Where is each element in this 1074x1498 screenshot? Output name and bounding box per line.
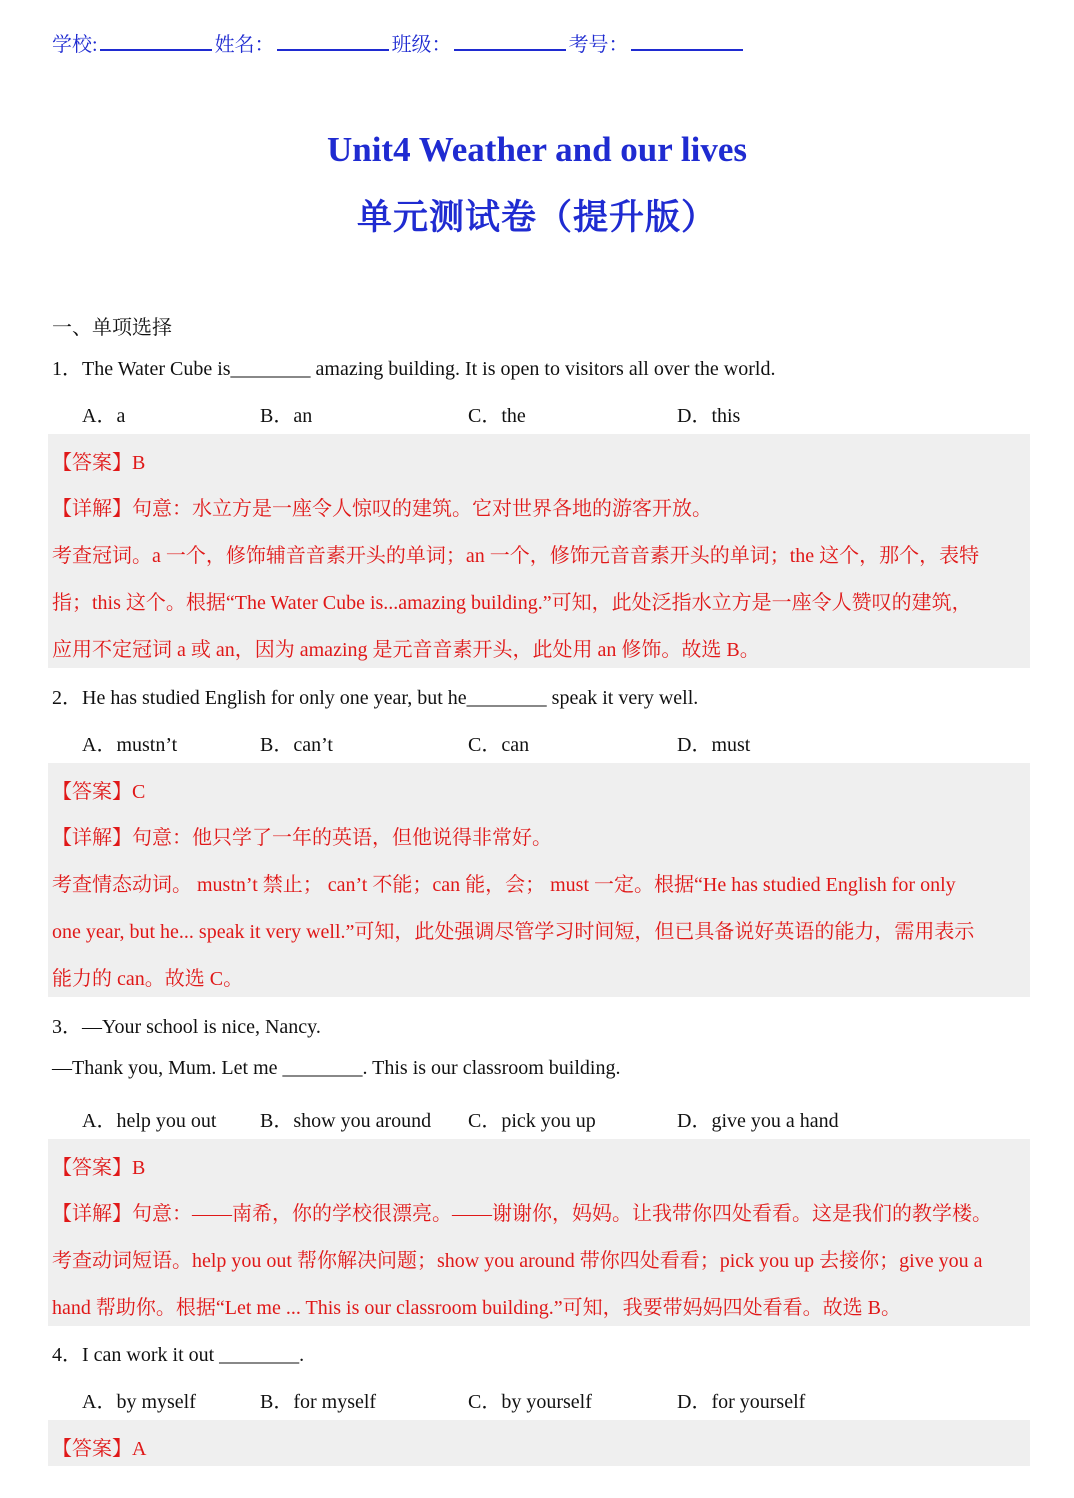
answer-key: 【答案】B (52, 1157, 146, 1179)
question-4-answer-box (48, 1420, 1030, 1466)
question-2-stem: 2．He has studied English for only one year, but he________ speak it very well. (52, 687, 699, 709)
option-a: A．mustn’t (82, 734, 178, 756)
option-d: D．give you a hand (677, 1110, 839, 1132)
question-2-answer-box (48, 763, 1030, 997)
school-label: 学校: (52, 34, 98, 56)
explanation-line: 指；this 这个。根据“The Water Cube is...amazing building.”可知，此处泛指水立方是一座令人赞叹的建筑， (52, 592, 972, 614)
exam-no-blank (631, 31, 743, 51)
option-d: D．must (677, 734, 751, 756)
name-label: 姓名： (214, 34, 275, 56)
option-b: B．can’t (260, 734, 333, 756)
section-title: 一、单项选择 (52, 315, 172, 339)
explanation-line: 能力的 can。故选 C。 (52, 968, 244, 990)
explanation-line: 应用不定冠词 a 或 an，因为 amazing 是元音音素开头，此处用 an 修饰。故选 B。 (52, 639, 760, 661)
answer-key: 【答案】B (52, 452, 146, 474)
question-1-stem: 1．The Water Cube is________ amazing building. It is open to visitors all over the world. (52, 358, 776, 380)
question-3-answer-box (48, 1139, 1030, 1326)
explanation-line: 【详解】句意：他只学了一年的英语，但他说得非常好。 (52, 827, 552, 849)
explanation-line: one year, but he... speak it very well.”可知，此处强调尽管学习时间短，但已具备说好英语的能力，需用表示 (52, 921, 975, 943)
option-b: B．for myself (260, 1391, 377, 1413)
answer-key: 【答案】A (52, 1438, 147, 1460)
name-blank (277, 31, 389, 51)
option-c: C．by yourself (468, 1391, 592, 1413)
title-english: Unit4 Weather and our lives (326, 130, 748, 169)
option-c: C．pick you up (468, 1110, 596, 1132)
question-1-answer-box (48, 434, 1030, 668)
question-4-stem: 4．I can work it out ________. (52, 1344, 305, 1366)
explanation-line: 考查冠词。a 一个，修饰辅音音素开头的单词；an 一个，修饰元音音素开头的单词；the 这个，那个，表特 (52, 545, 980, 567)
option-a: A．a (82, 405, 126, 427)
option-b: B．an (260, 405, 313, 427)
explanation-line: 【详解】句意：水立方是一座令人惊叹的建筑。它对世界各地的游客开放。 (52, 498, 712, 520)
exam-no-label: 考号： (568, 34, 629, 56)
explanation-line: hand 帮助你。根据“Let me ... This is our classroom building.”可知，我要带妈妈四处看看。故选 B。 (52, 1297, 902, 1319)
title-chinese: 单元测试卷（提升版） (356, 198, 717, 238)
option-d: D．for yourself (677, 1391, 806, 1413)
answer-key: 【答案】C (52, 781, 146, 803)
explanation-line: 考查动词短语。help you out 帮你解决问题；show you around 带你四处看看；pick you up 去接你；give you a (52, 1250, 983, 1272)
school-blank (100, 31, 212, 51)
question-3-stem-reply: —Thank you, Mum. Let me ________. This is our classroom building. (52, 1057, 621, 1079)
option-a: A．help you out (82, 1110, 217, 1132)
option-d: D．this (677, 405, 741, 427)
class-label: 班级： (391, 34, 452, 56)
option-b: B．show you around (260, 1110, 432, 1132)
option-c: C．the (468, 405, 526, 427)
question-3-stem: 3．—Your school is nice, Nancy. (52, 1016, 321, 1038)
option-a: A．by myself (82, 1391, 196, 1413)
explanation-line: 考查情态动词。 mustn’t 禁止； can’t 不能；can 能，会； must 一定。根据“He has studied English for only (52, 874, 956, 896)
option-c: C．can (468, 734, 530, 756)
explanation-line: 【详解】句意：——南希，你的学校很漂亮。——谢谢你，妈妈。让我带你四处看看。这是我们的教学楼。 (52, 1203, 992, 1225)
student-info-line (52, 28, 746, 57)
class-blank (454, 31, 566, 51)
